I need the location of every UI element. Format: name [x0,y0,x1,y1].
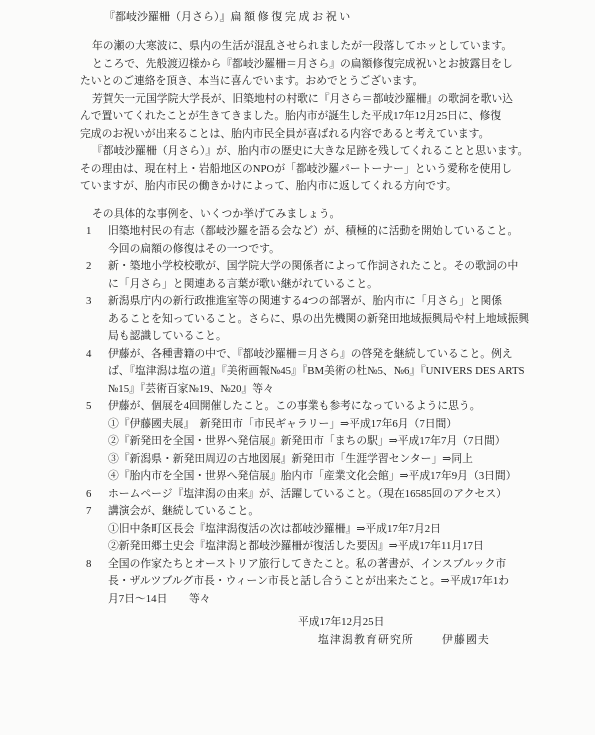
example-line: ホームページ『塩津潟の由来』が、活躍していること。（現在16585回のアクセス） [108,487,507,500]
signature-name: 伊藤國夫 [441,633,490,646]
paragraph-line: ていますが、胎内市民の働きかけによって、胎内市に返してくれる方向です。 [80,180,457,192]
paragraph-line: んで置いてくれたことが生きてきました。胎内市が誕生した平成17年12月25日に、修復 [80,110,502,122]
example-line: 新・築地小学校校歌が、国学院大学の関係者によって作詞されたこと。その歌詞の中 [108,260,519,272]
paragraph-line: 完成のお祝いが出来ることは、胎内市民全員が喜ばれる内容であると考えています。 [80,127,490,140]
example-line: 今回の扁額の修復はその一つです。 [108,242,280,255]
example-line: 月7日～14日 等々 [108,592,211,605]
sub-item: ②新発田郷土史会『塩津潟と都岐沙羅柵が復活した要因』⇒平成17年11月17日 [108,540,484,552]
signature-line [80,632,529,650]
paragraph-congratulation [80,56,529,91]
title-subject: 『都岐沙羅柵（月さら）』 [104,11,231,23]
example-line: 新潟県庁内の新行政推進室等の関連する4つの部署が、胎内市に「月さら」と関係 [108,295,503,307]
paragraph-line: 芳賀矢一元国学院大学長が、旧築地村の村歌に『月さら＝都岐沙羅柵』の歌詞を歌い込 [92,92,514,105]
signature [80,614,529,649]
example-line: 局も認識していること。 [108,330,227,342]
example-line: 全国の作家たちとオーストリア旅行してきたこと。私の著書が、インスブルック市 [108,557,507,570]
letter-body [80,38,529,649]
example-line: に「月さら」と関連ある言葉が歌い継がれていること。 [108,277,378,290]
example-item [80,293,529,346]
paragraph-line: 年の瀬の大寒波に、県内の生活が混乱させられましたが一段落してホッとしています。 [92,40,513,52]
example-line: №15』『芸術百家№19、№20』等々 [108,382,274,395]
paragraph-line: 『都岐沙羅柵（月さら）』が、胎内市の歴史に大きな足跡を残してくれることと思います。 [92,145,529,157]
example-line: 講演会が、継続していること。 [108,505,260,517]
example-line: 伊藤が、個展を4回開催したこと。この事業も参考になっているように思う。 [108,400,481,412]
example-item [80,398,529,486]
example-item [80,556,529,609]
paragraph-line: ところで、先般渡辺様から『都岐沙羅柵＝月さら』の扁額修復完成祝いとお披露目をし [92,57,513,70]
example-item [80,223,529,258]
example-item [80,486,529,504]
title-heading: 扁額修復完成お祝い [230,11,353,23]
example-number: 1 [86,225,92,237]
paragraph-village-song [80,91,529,144]
sub-item: ③『新潟県・新発田周辺の古地図展』新発田市「生涯学習センター」⇒同上 [108,452,473,465]
paragraph-line: たいとのご連絡を頂き、本当に喜んでいます。おめでとうございます。 [80,75,424,87]
example-number: 2 [86,260,92,272]
example-number: 4 [86,347,92,360]
example-line: ば、『塩津潟は塩の道』『美術画報№45』『BM美術の杜№5、№6』『UNIVERS DES ARTS [108,365,525,377]
document-title [104,8,353,26]
example-line: あることを知っていること。さらに、県の出先機関の新発田地域振興局や村上地域振興 [108,312,530,325]
paragraph-greeting [80,38,529,56]
sub-item: ④『胎内市を全国・世界へ発信展』胎内市「産業文化会館」⇒平成17年9月（3日間） [108,470,517,482]
paragraph-history [80,143,529,196]
example-line: 伊藤が、各種書籍の中で、『都岐沙羅柵＝月さら』の啓発を継続していること。例え [108,347,513,360]
example-number: 5 [86,400,92,412]
sub-item: ①『伊藤國夫展』 新発田市「市民ギャラリー」⇒平成17年6月（7日間） [108,417,458,430]
example-item [80,503,529,556]
signature-organization: 塩津潟教育研究所 [318,633,414,646]
example-item [80,346,529,399]
examples-intro: その具体的な事例を、いくつか挙げてみましょう。 [92,207,341,220]
example-item [80,258,529,293]
paragraph-line: その理由は、現在村上・岩船地区のNPOが「都岐沙羅パートーナー」という愛称を使用し [80,162,512,175]
example-line: 旧築地村民の有志（都岐沙羅を語る会など）が、積極的に活動を開始していること。 [108,225,519,237]
sub-item: ①旧中条町区長会『塩津潟復活の次は都岐沙羅柵』⇒平成17年7月2日 [108,522,441,535]
example-number: 6 [86,487,92,500]
signature-date: 平成17年12月25日 [298,616,385,628]
example-number: 7 [86,505,92,517]
example-number: 3 [86,295,92,307]
sub-item: ②『新発田を全国・世界へ発信展』新発田市「まちの駅」⇒平成17年7月（7日間） [108,435,506,447]
example-line: 長・ザルツブルグ市長・ウィーン市長と話し合うことが出来たこと。⇒平成17年1わ [108,575,510,587]
examples-list [80,223,529,608]
example-number: 8 [86,557,92,570]
